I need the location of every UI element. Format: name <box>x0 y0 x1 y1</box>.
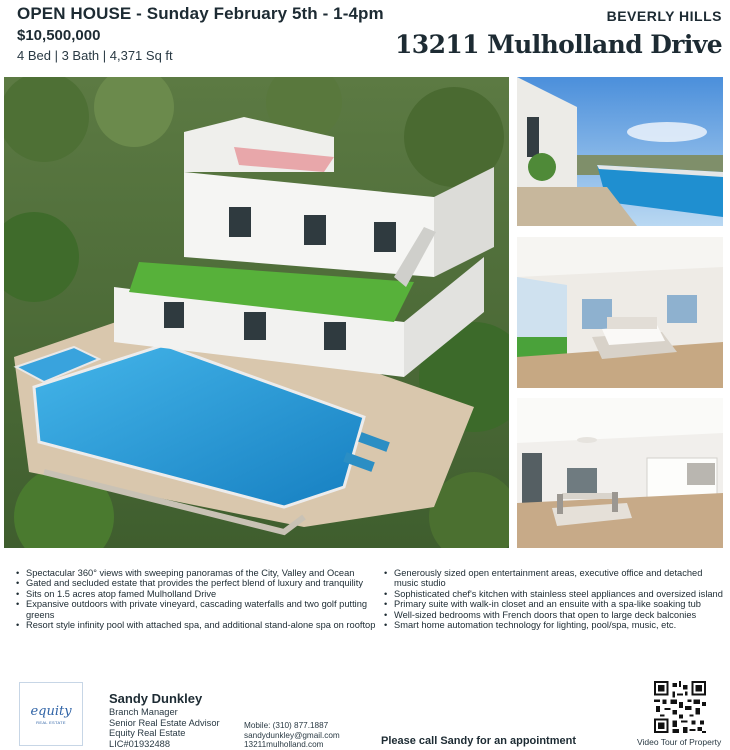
feature-item: • Sophisticated chef's kitchen with stainless steel appliances and oversized island <box>384 589 724 599</box>
aerial-estate-photo <box>4 77 509 548</box>
brokerage-logo <box>19 682 83 746</box>
listing-price: $10,500,000 <box>17 27 101 44</box>
contact-block <box>244 721 340 750</box>
features-list-right <box>384 568 724 630</box>
kitchen-dining-photo <box>517 398 723 548</box>
appointment-cta: Please call Sandy for an appointment <box>381 735 576 747</box>
primary-bedroom-photo <box>517 237 723 388</box>
logo-subtitle: REAL ESTATE <box>36 719 66 725</box>
agent-title-1: Branch Manager <box>109 707 178 717</box>
agent-title-2: Senior Real Estate Advisor <box>109 717 220 728</box>
agent-company: Equity Real Estate <box>109 728 186 738</box>
agent-name: Sandy Dunkley <box>109 691 203 706</box>
features-list-left <box>16 568 376 630</box>
qr-code-icon[interactable] <box>654 681 706 733</box>
listing-address: 13211 Mulholland Drive <box>394 30 722 59</box>
pool-view-photo <box>517 77 723 226</box>
feature-item: • Primary suite with walk-in closet and an ensuite with a spa-like soaking tub <box>384 599 724 609</box>
feature-item: • Sits on 1.5 acres atop famed Mulholland Drive <box>16 589 376 599</box>
listing-website[interactable]: 13211mulholland.com <box>244 740 324 750</box>
agent-email[interactable]: sandydunkley@gmail.com <box>244 730 340 740</box>
agent-license: LIC#01932488 <box>109 738 171 749</box>
open-house-title: OPEN HOUSE - Sunday February 5th - 1-4pm <box>17 4 384 23</box>
listing-location <box>395 8 722 59</box>
agent-phone[interactable]: Mobile: (310) 877.1887 <box>244 721 329 730</box>
agent-block <box>109 692 220 749</box>
listing-city: BEVERLY HILLS <box>606 8 722 24</box>
feature-item: • Gated and secluded estate that provides the perfect blend of luxury and tranquility <box>16 578 376 588</box>
feature-item: • Expansive outdoors with private vineyard, cascading waterfalls and two golf putting greens <box>16 599 376 620</box>
qr-caption: Video Tour of Property <box>637 737 722 747</box>
listing-specs: 4 Bed | 3 Bath | 4,371 Sq ft <box>17 48 173 63</box>
feature-item: • Well-sized bedrooms with French doors that open to large deck balconies <box>384 610 724 620</box>
listing-header <box>17 4 384 63</box>
logo-wordmark: equity <box>30 703 72 719</box>
feature-item: • Resort style infinity pool with attached spa, and additional stand-alone spa on rooftop <box>16 620 376 630</box>
feature-item: • Generously sized open entertainment areas, executive office and detached music studio <box>384 568 724 589</box>
feature-item: • Smart home automation technology for lighting, pool/spa, music, etc. <box>384 620 724 630</box>
feature-item: • Spectacular 360° views with sweeping panoramas of the City, Valley and Ocean <box>16 568 376 578</box>
